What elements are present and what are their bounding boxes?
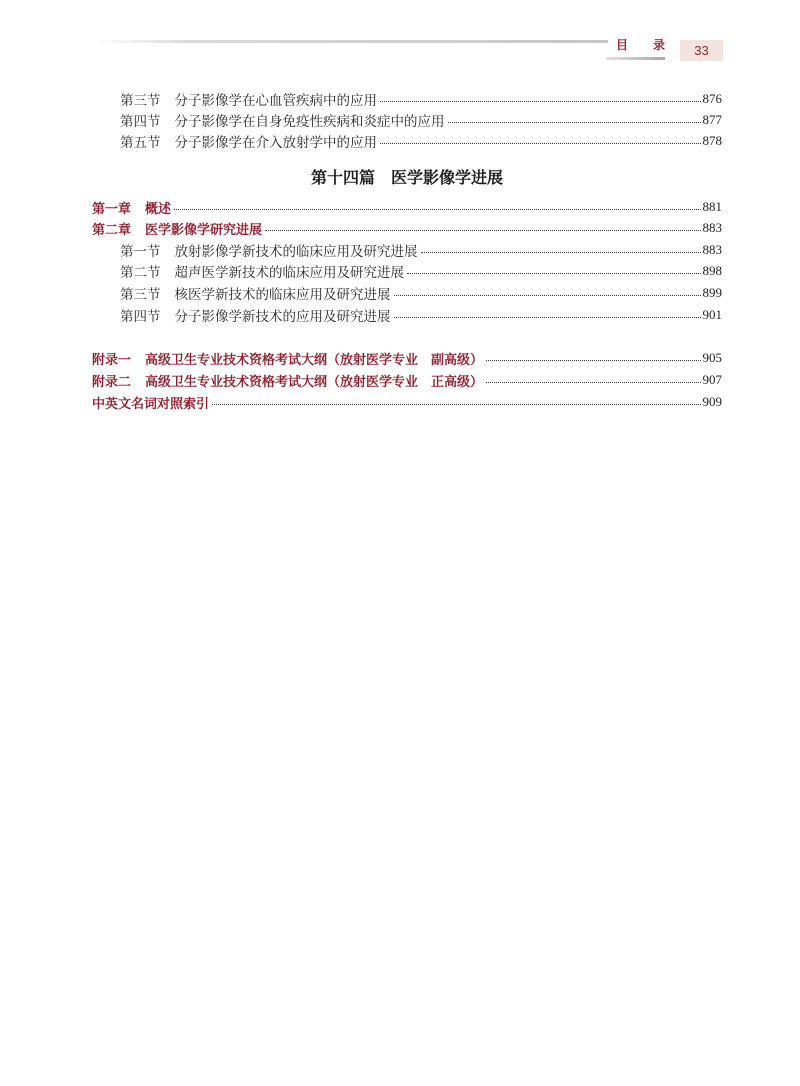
toc-entry-title: 中英文名词对照索引 <box>92 396 210 412</box>
dot-leader <box>394 317 701 318</box>
toc-entry-label: 附录二 <box>92 374 132 390</box>
dot-leader <box>380 143 701 144</box>
toc-page-number: 907 <box>702 372 722 387</box>
toc-page-number: 881 <box>702 199 722 214</box>
toc-entry <box>120 132 722 150</box>
part-heading-title: 医学影像学进展 <box>391 168 504 187</box>
dot-leader <box>486 360 700 361</box>
toc-page-number: 876 <box>702 91 722 106</box>
toc-entry-title: 医学影像学研究进展 <box>145 222 263 238</box>
toc-entry <box>120 284 722 302</box>
toc-entry-label: 第三节 <box>120 93 161 109</box>
toc-entry <box>120 262 722 280</box>
toc-page-number: 878 <box>702 133 722 148</box>
toc-entry-title: 分子影像学在心血管疾病中的应用 <box>174 93 377 109</box>
toc-entry-label: 第五节 <box>120 135 161 151</box>
toc-entry-title: 超声医学新技术的临床应用及研究进展 <box>174 265 404 281</box>
dot-leader <box>486 382 700 383</box>
toc-entry-label: 第一章 <box>92 201 132 217</box>
part-heading-label: 第十四篇 <box>310 168 375 187</box>
toc-chapter-entry <box>92 219 722 237</box>
dot-leader <box>265 230 700 231</box>
dot-leader <box>407 273 701 274</box>
dot-leader <box>380 101 701 102</box>
toc-entry-title: 分子影像学在介入放射学中的应用 <box>174 135 377 151</box>
header-rule <box>95 40 608 43</box>
toc-entry <box>120 306 722 324</box>
header-underline <box>606 57 665 60</box>
toc-entry <box>120 90 722 108</box>
toc-index-entry <box>92 393 722 411</box>
dot-leader <box>421 252 701 253</box>
toc-entry-title: 高级卫生专业技术资格考试大纲（放射医学专业 副高级） <box>145 352 484 368</box>
toc-page-number: 909 <box>702 394 722 409</box>
toc-entry-title: 概述 <box>145 201 172 217</box>
toc-page-number: 901 <box>702 307 722 322</box>
toc-chapter-entry <box>92 198 722 216</box>
toc-entry-title: 分子影像学新技术的应用及研究进展 <box>174 309 391 325</box>
part-heading <box>92 165 722 185</box>
toc-entry-label: 第三节 <box>120 287 161 303</box>
toc-appendix-entry <box>92 349 722 367</box>
dot-leader <box>394 295 701 296</box>
toc-page-number: 905 <box>702 350 722 365</box>
toc-entry-title: 分子影像学在自身免疫性疾病和炎症中的应用 <box>174 114 445 130</box>
toc-entry-label: 第四节 <box>120 114 161 130</box>
toc-entry-label: 附录一 <box>92 352 132 368</box>
toc-entry <box>120 241 722 259</box>
header-section-title: 目 录 <box>616 38 665 52</box>
toc-entry <box>120 111 722 129</box>
toc-entry-title: 核医学新技术的临床应用及研究进展 <box>174 287 391 303</box>
toc-page-number: 877 <box>702 112 722 127</box>
header-page-number: 33 <box>680 40 723 61</box>
toc-page-number: 899 <box>702 285 722 300</box>
toc-entry-title: 高级卫生专业技术资格考试大纲（放射医学专业 正高级） <box>145 374 484 390</box>
dot-leader <box>174 209 700 210</box>
toc-page-number: 883 <box>702 220 722 235</box>
toc-page-number: 898 <box>702 263 722 278</box>
toc-entry-label: 第二章 <box>92 222 132 238</box>
toc-entry-title: 放射影像学新技术的临床应用及研究进展 <box>174 244 418 260</box>
toc-entry-label: 第二节 <box>120 265 161 281</box>
toc-appendix-entry <box>92 371 722 389</box>
toc-entry-label: 第四节 <box>120 309 161 325</box>
dot-leader <box>212 404 700 405</box>
toc-entry-label: 第一节 <box>120 244 161 260</box>
toc-page-number: 883 <box>702 242 722 257</box>
dot-leader <box>448 122 701 123</box>
